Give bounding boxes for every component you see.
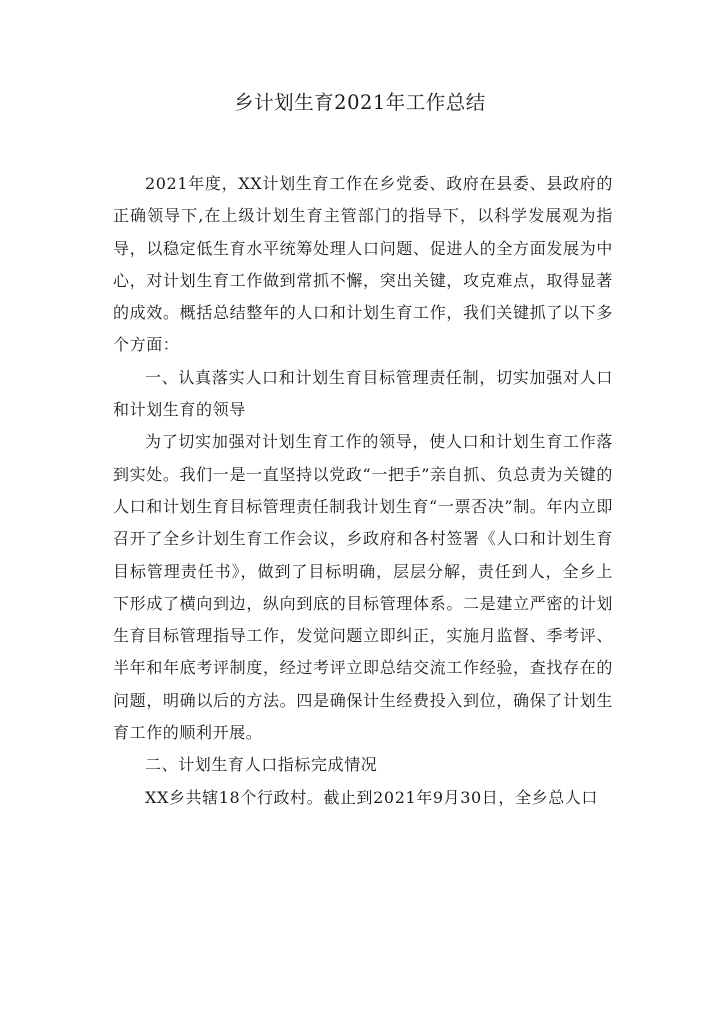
paragraph-intro: 2021年度，XX计划生育工作在乡党委、政府在县委、县政府的正确领导下,在上级计划生育主管部门的指导下，以科学发展观为指导，以稳定低生育水平统筹处理人口问题、促进人的全方面发展为中心，对计划生育工作做到常抓不懈，突出关键，攻克难点，取得显著的成效。概括总结整年的人口和计划生育工作，我们关键抓了以下多个方面： — [113, 174, 613, 355]
paragraph-section-2: XX乡共辖18个行政村。截止到2021年9月30日，全乡总人口 — [145, 787, 598, 807]
section-heading-1: 一、认真落实人口和计划生育目标管理责任制，切实加强对人口和计划生育的领导 — [113, 367, 613, 420]
section-heading-2: 二、计划生育人口指标完成情况 — [145, 755, 378, 775]
document-title: 乡计划生育2021年工作总结 — [234, 91, 486, 114]
paragraph-section-1: 为了切实加强对计划生育工作的领导，使人口和计划生育工作落到实处。我们一是一直坚持以党政“一把手”亲自抓、负总责为关键的人口和计划生育目标管理责任制我计划生育“一票否决”制。年内立即召开了全乡计划生育工作会议，乡政府和各村签署《人口和计划生育目标管理责任书》，做到了目标明确，层层分解，责任到人，全乡上下形成了横向到边，纵向到底的目标管理体系。二是建立严密的计划生育目标管理指导工作，发觉问题立即纠正，实施月监督、季考评、半年和年底考评制度，经过考评立即总结交流工作经验，查找存在的问题，明确以后的方法。四是确保计生经费投入到位，确保了计划生育工作的顺利开展。 — [113, 432, 613, 743]
document-body — [113, 168, 613, 814]
